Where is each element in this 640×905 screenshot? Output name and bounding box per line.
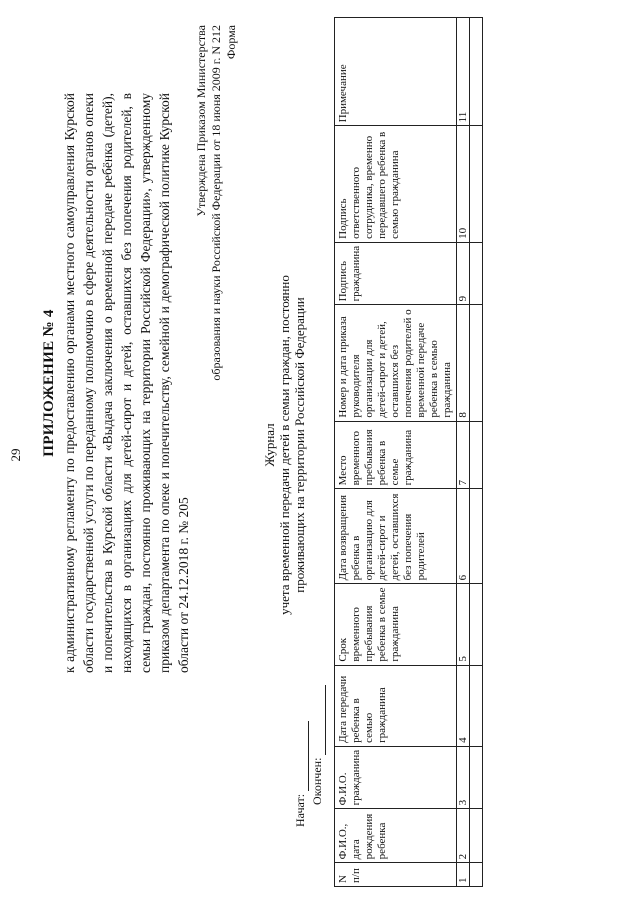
column-number: 9 [457, 242, 470, 305]
column-number: 10 [457, 126, 470, 243]
journal-title: Журнал [262, 423, 277, 467]
column-number: 4 [457, 665, 470, 746]
column-number: 5 [457, 584, 470, 665]
empty-cell [470, 126, 483, 243]
column-number-row [457, 18, 470, 887]
end-blank-line [313, 685, 326, 755]
empty-cell [470, 305, 483, 421]
header-cell: Подпись ответственного сотрудника, временно передавшего ребенка в семью гражданина [335, 126, 457, 243]
start-field [292, 685, 309, 827]
header-cell: Дата возвращения ребенка в организацию для детей-сирот и детей, оставшихся без попечения родителей [335, 489, 457, 584]
column-number: 11 [457, 18, 470, 126]
column-number: 8 [457, 305, 470, 421]
column-number: 2 [457, 809, 470, 863]
empty-table-row [470, 18, 483, 887]
empty-cell [470, 584, 483, 665]
column-number: 1 [457, 863, 470, 887]
table-header-row [335, 18, 457, 887]
empty-cell [470, 489, 483, 584]
header-cell: Дата передачи ребенка в семью гражданина [335, 665, 457, 746]
end-label: Окончен: [310, 757, 324, 805]
column-number: 6 [457, 489, 470, 584]
journal-subtitle-line-1: учета временной передачи детей в семьи граждан, постоянно [277, 275, 292, 615]
appendix-header [40, 93, 193, 673]
empty-cell [470, 242, 483, 305]
header-cell: Подпись гражданина [335, 242, 457, 305]
header-cell: Место временного пребывания ребенка в семье гражданина [335, 421, 457, 489]
empty-cell [470, 863, 483, 887]
header-cell: N п/п [335, 863, 457, 887]
approval-note [194, 25, 239, 485]
journal-dates [292, 685, 326, 827]
column-number: 7 [457, 421, 470, 489]
header-cell: Срок временного пребывания ребенка в семье гражданина [335, 584, 457, 665]
empty-cell [470, 809, 483, 863]
header-cell: Примечание [335, 18, 457, 126]
journal-subtitle-line-2: проживающих на территории Российской Федерации [292, 297, 307, 593]
start-blank-line [296, 721, 309, 791]
appendix-text: к административному регламенту по предоставлению органами местного самоуправления Курской области государственной услуги по переданному полномочию в сфере деятельности органов опеки и попечительства в Курской области «Выдача заключения о временной передаче ребёнка (детей), находящихся в организациях для детей-сирот и детей, оставшихся без попечения родителей, в семьи граждан, постоянно проживающих на территории Российской Федерации», утвержденному приказом департамента по опеке и попечительству, семейной и демографической политике Курской области от 24.12.2018 г. № 205 [62, 93, 191, 673]
start-label: Начат: [293, 793, 307, 827]
empty-cell [470, 746, 483, 809]
column-number: 3 [457, 746, 470, 809]
approval-line-1: Утверждена Приказом Министерства [194, 25, 208, 217]
empty-cell [470, 18, 483, 126]
appendix-title: ПРИЛОЖЕНИЕ № 4 [41, 309, 57, 457]
end-field [309, 685, 326, 827]
page-number: 29 [8, 448, 23, 462]
header-cell: Ф.И.О., дата рождения ребенка [335, 809, 457, 863]
header-cell: Ф.И.О. гражданина [335, 746, 457, 809]
journal-table [334, 17, 483, 887]
empty-cell [470, 665, 483, 746]
empty-cell [470, 421, 483, 489]
journal-title-block [262, 195, 307, 695]
approval-line-2: образования и науки Российской Федерации от 18 июня 2009 г. N 212 [209, 25, 223, 381]
header-cell: Номер и дата приказа руководителя организации для детей-сирот и детей, оставшихся без попечения родителей о временной передаче ребенка в семью гражданина [335, 305, 457, 421]
form-label: Форма [224, 25, 238, 60]
